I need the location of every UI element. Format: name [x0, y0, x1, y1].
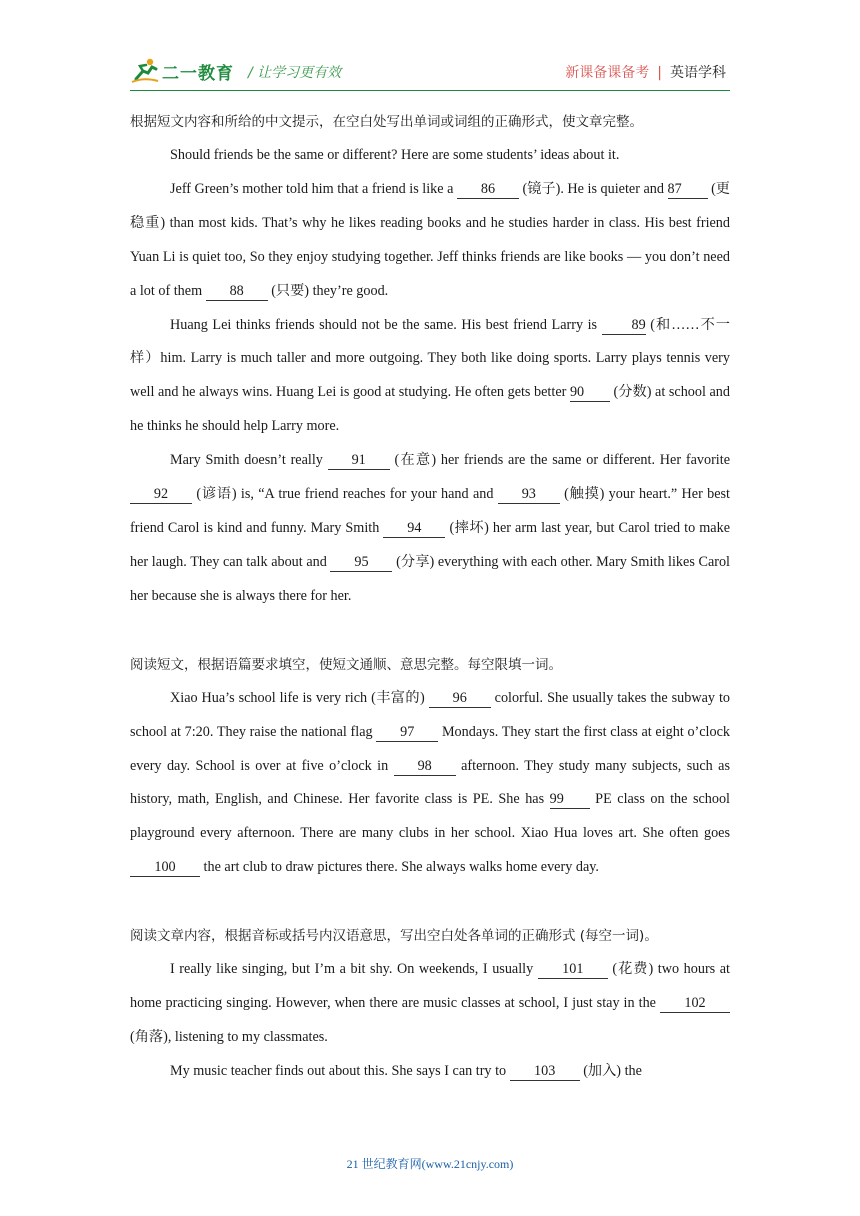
section3-paragraph-1	[130, 953, 730, 1055]
section2-paragraph-1	[130, 682, 730, 885]
section-gap	[130, 614, 730, 648]
header-divider	[130, 90, 730, 91]
header-course-label: 新课备课备考	[565, 65, 650, 81]
blank-94[interactable]: 94	[383, 519, 445, 538]
blank-95[interactable]: 95	[330, 553, 392, 572]
text-run: (谚语) is, “A true friend reaches for your hand and	[192, 486, 498, 503]
blank-87[interactable]: 87	[668, 180, 708, 199]
section1-paragraph-2	[130, 309, 730, 445]
text-run: (更稳重) than most kids. That’s why he likes reading books and he studies harder in class. His best friend Yuan Li is quiet too, So they enjoy studying together. Jeff thinks friends are like books — you don’t need a lot of them	[130, 180, 730, 299]
blank-103[interactable]: 103	[510, 1062, 580, 1081]
section-gap	[130, 885, 730, 919]
section1-intro: Should friends be the same or different? Here are some students’ ideas about it.	[170, 147, 620, 163]
text-run: (触摸) your heart.” Her best friend Carol is kind and funny. Mary Smith	[130, 486, 731, 536]
text-run: colorful. She usually takes the subway to school at 7:20. They raise the national flag	[130, 689, 730, 740]
section3-instruction: 阅读文章内容，根据音标或括号内汉语意思，写出空白处各单词的正确形式 (每空一词)。	[130, 928, 658, 945]
text-run: My music teacher finds out about this. She says I can try to	[170, 1062, 510, 1079]
blank-99[interactable]: 99	[550, 790, 590, 809]
text-run: Jeff Green’s mother told him that a friend is like a	[170, 180, 457, 197]
text-run: (分数) at school and he thinks he should help Larry more.	[130, 384, 730, 435]
page-footer: 21 世纪教育网(www.21cnjy.com)	[346, 1157, 514, 1171]
blank-90[interactable]: 90	[570, 383, 610, 402]
blank-98[interactable]: 98	[394, 757, 456, 776]
header-subject	[565, 62, 726, 82]
text-run: Mondays. They start the first class at eight o’clock every day. School is over at five o’clock in	[130, 723, 730, 774]
text-run: the art club to draw pictures there. She always walks home every day.	[200, 859, 599, 876]
text-run: afternoon. They study many subjects, such as history, math, English, and Chinese. Her favorite class is PE. She has	[130, 757, 730, 808]
logo-text: 二一教育	[162, 63, 234, 84]
text-run: (角落), listening to my classmates.	[130, 1028, 328, 1045]
section1-paragraph-1	[130, 173, 730, 309]
text-run: I really like singing, but I’m a bit shy. On weekends, I usually	[170, 961, 538, 978]
blank-97[interactable]: 97	[376, 723, 438, 742]
text-run: Mary Smith doesn’t really	[170, 452, 328, 469]
blank-91[interactable]: 91	[328, 451, 390, 470]
text-run: (摔坏) her arm last year, but Carol tried to make her laugh. They can talk about and	[130, 519, 730, 570]
text-run: PE class on the school playground every afternoon. There are many clubs in her school. Xiao Hua loves art. She often goes	[130, 791, 730, 842]
text-run: (在意) her friends are the same or different. Her favorite	[389, 452, 730, 469]
text-run: Xiao Hua’s school life is very rich (丰富的)	[170, 689, 429, 706]
blank-93[interactable]: 93	[498, 485, 560, 504]
blank-102[interactable]: 102	[660, 994, 730, 1013]
blank-100[interactable]: 100	[130, 858, 200, 877]
text-run: (只要) they’re good.	[267, 282, 389, 299]
blank-96[interactable]: 96	[429, 689, 491, 708]
section2-instruction: 阅读短文，根据语篇要求填空，使短文通顺、意思完整。每空限填一词。	[130, 656, 562, 673]
text-run: (加入) the	[579, 1062, 642, 1079]
text-run: Huang Lei thinks friends should not be the same. His best friend Larry is	[170, 316, 602, 333]
section1-paragraph-3	[130, 444, 730, 614]
section3-paragraph-2	[130, 1055, 730, 1089]
slogan: / 让学习更有效	[248, 65, 342, 81]
blank-92[interactable]: 92	[130, 485, 192, 504]
document-body	[130, 105, 730, 1089]
blank-86[interactable]: 86	[457, 180, 519, 199]
text-run: (镜子). He is quieter and	[518, 180, 668, 197]
section1-instruction: 根据短文内容和所给的中文提示，在空白处写出单词或词组的正确形式，使文章完整。	[130, 114, 643, 130]
logo	[130, 56, 234, 86]
blank-101[interactable]: 101	[538, 960, 608, 979]
page-header	[130, 52, 730, 92]
header-subject-label: 英语学科	[670, 65, 726, 81]
blank-88[interactable]: 88	[206, 282, 268, 301]
text-run: (花费) two hours at home practicing singing. However, when there are music classes at school, I just stay in the	[130, 961, 730, 1012]
header-separator: |	[657, 65, 662, 81]
blank-89[interactable]: 89	[602, 316, 646, 335]
text-run: (分享) everything with each other. Mary Smith likes Carol her because she is always there for her.	[130, 553, 730, 604]
text-run: (和……不一样）him. Larry is much taller and more outgoing. They both like doing sports. Larry plays tennis very well and he always wins. Huang Lei is good at studying. He often gets better	[130, 316, 731, 401]
runner-logo-icon	[130, 57, 160, 85]
